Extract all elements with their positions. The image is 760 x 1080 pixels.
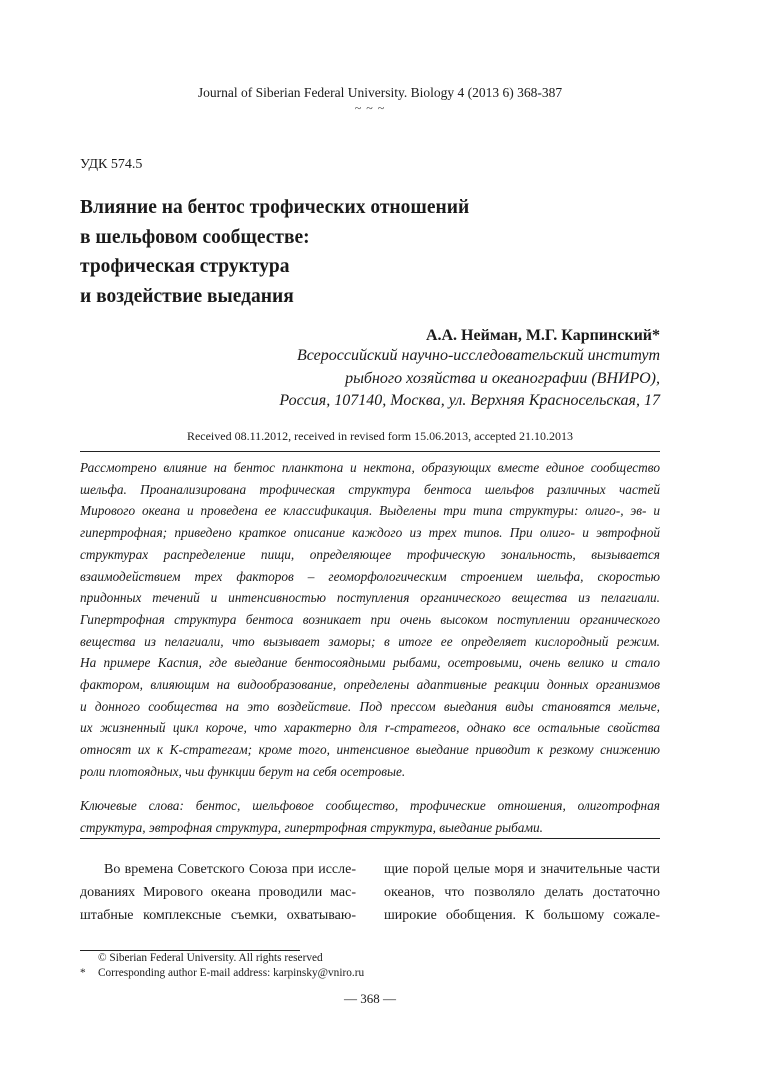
abstract-line: шельфа. Проанализирована трофическая структура бентоса шельфов различных частей — [80, 481, 660, 497]
abstract-bottom-rule — [80, 838, 660, 839]
affiliation — [279, 345, 660, 413]
abstract-line: На примере Каспия, где выедание бентосоядными рыбами, осетровыми, очень велико и стало — [80, 655, 660, 671]
abstract-line: относят их к К-стратегам; кроме того, интенсивное выедание приводит к резкому снижению — [80, 742, 660, 758]
abstract-line: придонных течений и интенсивностью поступления органического вещества из пелагиали. — [80, 590, 660, 606]
journal-header: Journal of Siberian Federal University. Biology 4 (2013 6) 368-387 — [197, 85, 563, 100]
abstract-line: Гипертрофная структура бентоса возникает при очень высоком поступлении органического — [80, 611, 660, 627]
body-column-right — [384, 858, 660, 928]
footnote-mark: * — [80, 967, 86, 979]
body-line: океанов, что позволяло делать достаточно — [384, 885, 660, 901]
body-line: дованиях Мирового океана проводили мас- — [80, 885, 356, 901]
abstract-line: их жизненный цикл короче, что характерно для r-стратегов, однако все остальные свойства — [80, 720, 660, 736]
abstract-line: роли плотоядных, чьи функции берут на себя осетровые. — [80, 763, 406, 779]
received-dates: Received 08.11.2012, received in revised form 15.06.2013, accepted 21.10.2013 — [186, 429, 574, 443]
abstract-line: Рассмотрено влияние на бентос планктона и нектона, образующих вместе единое сообщество — [80, 460, 660, 475]
keywords-line: структура, эвтрофная структура, гипертрофная структура, выедание рыбами. — [80, 819, 543, 835]
keywords-line: Ключевые слова: бентос, шельфовое сообщество, трофические отношения, олиготрофная — [80, 798, 660, 813]
abstract-line: взаимодействием трех факторов – геоморфологическим строением шельфа, скоростью — [80, 568, 660, 584]
header-ornament: ~ ~ ~ — [354, 101, 386, 115]
abstract-line: и донного сообщества на это воздействие. Под прессом выедания виды становятся мельче, — [80, 698, 660, 714]
copyright-text: © Siberian Federal University. All rights reserved — [98, 952, 323, 964]
udk-code: УДК 574.5 — [80, 157, 143, 172]
corresponding-author-text: Corresponding author E-mail address: karpinsky@vniro.ru — [98, 967, 365, 979]
body-line: штабные комплексные съемки, охватываю- — [80, 908, 356, 924]
abstract-line: гипертрофная; приведено краткое описание каждого из трех типов. При олиго- и эвтрофной — [80, 525, 660, 541]
abstract-top-rule — [80, 451, 660, 452]
abstract-line: Мирового океана и проведена ее классификация. Выделены три типа структуры: олиго-, эв- и — [80, 503, 660, 519]
article-title — [80, 193, 640, 311]
affiliation-line: рыбного хозяйства и океанографии (ВНИРО), — [345, 369, 660, 387]
abstract-line: вещества из пелагиали, что вызывает заморы; в итоге ее определяет кислородный режим. — [80, 633, 660, 649]
title-line: в шельфовом сообществе: — [80, 226, 310, 248]
page-number: — 368 — — [344, 991, 396, 1006]
body-line: Во времена Советского Союза при иссле- — [104, 862, 356, 877]
title-line: трофическая структура — [80, 256, 290, 277]
abstract — [80, 457, 660, 783]
keywords — [80, 795, 660, 838]
abstract-line: фактором, влияющим на видообразование, определены адаптивные реакции донных организмов — [80, 677, 660, 693]
affiliation-line: Россия, 107140, Москва, ул. Верхняя Красносельская, 17 — [279, 392, 660, 409]
body-line: широкие обобщения. К большому сожале- — [384, 908, 660, 924]
body-column-left — [80, 858, 356, 928]
body-line: щие порой целые моря и значительные части — [384, 862, 660, 877]
authors: А.А. Нейман, М.Г. Карпинский* — [425, 327, 660, 344]
footnote-copyright — [80, 951, 323, 966]
footnote-corresponding — [80, 966, 364, 981]
affiliation-line: Всероссийский научно-исследовательский институт — [297, 347, 660, 364]
title-line: Влияние на бентос трофических отношений — [80, 197, 470, 218]
abstract-line: структурах распределение пищи, определяющее трофическую зональность, вызывается — [80, 546, 660, 562]
title-line: и воздействие выедания — [80, 285, 294, 307]
